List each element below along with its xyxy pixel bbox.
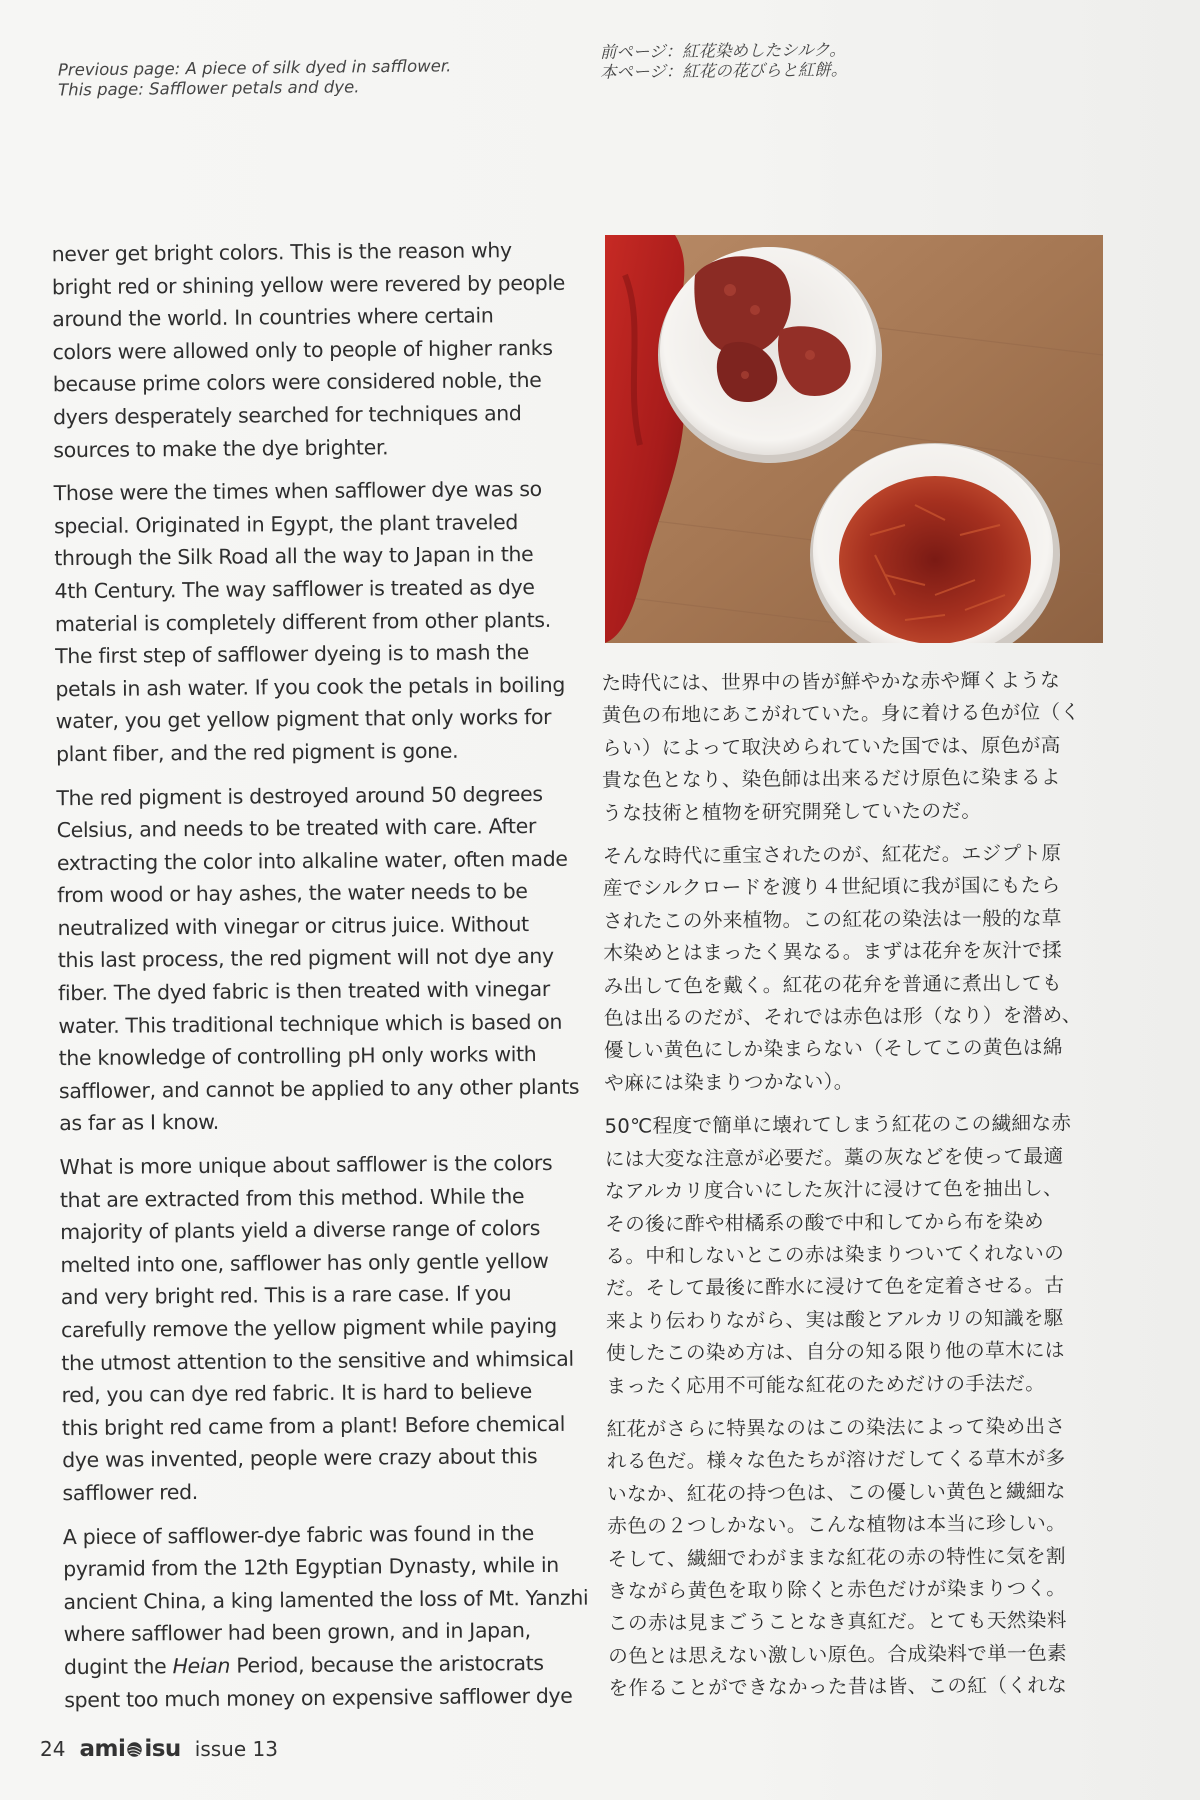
text-line: らい）によって取決められていた国では、原色が高 bbox=[601, 733, 1061, 760]
text-line: where safflower had been grown, and in Japan, bbox=[63, 1618, 531, 1647]
text-line: そして、繊細でわがままな紅花の赤の特性に気を割 bbox=[607, 1544, 1066, 1571]
logo-text-right: isu bbox=[144, 1736, 181, 1762]
text-line: this bright red came from a plant! Before chemical bbox=[61, 1411, 566, 1440]
text-line: The red pigment is destroyed around 50 degrees bbox=[56, 781, 543, 810]
text-line: 色は出るのだが、それでは赤色は形（なり）を潜め、 bbox=[603, 1003, 1082, 1030]
text-line: されたこの外来植物。この紅花の染法は一般的な草 bbox=[603, 906, 1062, 933]
text-line: plant fiber, and the red pigment is gone. bbox=[55, 738, 459, 767]
text-line: dugint the Heian Period, because the aristocrats bbox=[63, 1650, 544, 1680]
page-footer bbox=[40, 1736, 278, 1766]
text-line: the knowledge of controlling pH only works with bbox=[58, 1042, 537, 1071]
paragraph bbox=[53, 473, 566, 771]
text-line: from wood or hay ashes, the water needs to be bbox=[57, 879, 528, 908]
caption-line: This page: Safflower petals and dye. bbox=[58, 77, 360, 100]
safflower-photo bbox=[605, 235, 1103, 643]
text-line: 赤色の２つしかない。こんな植物は本当に珍しい。 bbox=[607, 1511, 1067, 1538]
paragraph bbox=[51, 234, 566, 467]
text-line: pyramid from the 12th Egyptian Dynasty, while in bbox=[63, 1552, 559, 1582]
caption-line: 前ページ：紅花染めしたシルク。 bbox=[599, 40, 846, 62]
page-number: 24 bbox=[40, 1737, 66, 1761]
text-line: だ。そして最後に酢水に浸けて色を定着させる。古 bbox=[605, 1273, 1065, 1301]
text-line: as far as I know. bbox=[59, 1110, 220, 1136]
text-line: 使したこの染め方は、自分の知る限り他の草木には bbox=[606, 1338, 1065, 1365]
text-line: this last process, the red pigment will not dye any bbox=[57, 944, 554, 973]
text-line: 来より伝わりながら、実は酸とアルカリの知識を駆 bbox=[605, 1306, 1064, 1333]
text-line: red, you can dye red fabric. It is hard to believe bbox=[61, 1379, 533, 1408]
text-line: いなか、紅花の持つ色は、この優しい黄色と繊細な bbox=[607, 1479, 1066, 1506]
text-line: 50℃程度で簡単に壊れてしまう紅花のこの繊細な赤 bbox=[604, 1111, 1072, 1139]
text-line: には大変な注意が必要だ。藁の灰などを使って最適 bbox=[604, 1144, 1064, 1171]
text-line: 貴な色となり、染色師は出来るだけ原色に染まるよ bbox=[602, 765, 1061, 793]
text-line: の色とは思えない激しい原色。合成染料で単一色素 bbox=[608, 1641, 1068, 1668]
text-line: きながら黄色を取り除くと赤色だけが染まりつく。 bbox=[607, 1576, 1067, 1603]
text-line: special. Originated in Egypt, the plant traveled bbox=[53, 509, 519, 538]
issue-label: issue 13 bbox=[194, 1737, 278, 1761]
text-line: 紅花がさらに特異なのはこの染法によって染め出さ bbox=[606, 1414, 1066, 1441]
text-line: bright red or shining yellow were revered by people bbox=[51, 270, 566, 299]
text-line: れる色だ。様々な色たちが溶けだしてくる草木が多 bbox=[606, 1446, 1066, 1474]
photo-caption-japanese bbox=[600, 37, 1120, 82]
text-line: 黄色の布地にあこがれていた。身に着ける色が位（く bbox=[601, 700, 1081, 728]
text-line: melted into one, safflower has only gentle yellow bbox=[60, 1248, 549, 1277]
text-line: because prime colors were considered noble, the bbox=[52, 368, 542, 397]
english-text-column bbox=[51, 234, 589, 1727]
text-line: What is more unique about safflower is the colors bbox=[59, 1150, 553, 1180]
text-line: まったく応用不可能な紅花のためだけの手法だ。 bbox=[606, 1371, 1046, 1398]
text-line: dyers desperately searched for techniques and bbox=[52, 401, 522, 430]
magazine-logo bbox=[79, 1736, 180, 1762]
text-line: Celsius, and needs to be treated with care. After bbox=[56, 814, 537, 843]
text-line: material is completely different from other plants. bbox=[54, 607, 551, 636]
text-line: Those were the times when safflower dye was so bbox=[53, 477, 542, 506]
italic-term: Heian bbox=[172, 1653, 231, 1679]
text-line: the utmost attention to the sensitive and whimsical bbox=[61, 1346, 574, 1375]
paragraph bbox=[607, 1410, 1119, 1705]
japanese-text-column bbox=[601, 664, 1118, 1716]
yarn-ball-icon bbox=[126, 1741, 143, 1758]
text-line: うな技術と植物を研究開発していたのだ。 bbox=[602, 798, 982, 825]
text-line: fiber. The dyed fabric is then treated with vinegar bbox=[57, 976, 550, 1006]
text-line: dye was invented, people were crazy about this bbox=[62, 1444, 538, 1473]
text-line: 優しい黄色にしか染まらない（そしてこの黄色は綿 bbox=[603, 1036, 1063, 1063]
paragraph bbox=[601, 664, 1112, 830]
text-line: この赤は見まごうことなき真紅だ。とても天然染料 bbox=[607, 1608, 1067, 1636]
text-line: safflower, and cannot be applied to any other plants bbox=[58, 1074, 580, 1104]
text-line: た時代には、世界中の皆が鮮やかな赤や輝くような bbox=[601, 668, 1061, 695]
text-line: through the Silk Road all the way to Japan in the bbox=[54, 542, 534, 571]
text-line: safflower red. bbox=[62, 1479, 199, 1506]
text-line: なアルカリ度合いにした灰汁に浸けて色を抽出し、 bbox=[604, 1176, 1063, 1203]
text-line: and very bright red. This is a rare case. If you bbox=[60, 1281, 512, 1310]
logo-text-left: ami bbox=[79, 1736, 126, 1762]
text-line: る。中和しないとこの赤は染まりついてくれないの bbox=[605, 1241, 1065, 1268]
caption-line: 本ページ：紅花の花びらと紅餅。 bbox=[600, 60, 848, 82]
text-line: that are extracted from this method. While the bbox=[59, 1183, 525, 1212]
text-line: extracting the color into alkaline water, often made bbox=[56, 846, 568, 875]
text-line: neutralized with vinegar or citrus juice. Without bbox=[57, 911, 529, 941]
paragraph bbox=[59, 1147, 574, 1510]
safflower-bowls-image bbox=[605, 235, 1103, 643]
paragraph bbox=[62, 1516, 589, 1716]
text-line: around the world. In countries where certain bbox=[52, 303, 494, 332]
text-line: The first step of safflower dyeing is to mash the bbox=[55, 640, 530, 669]
paragraph bbox=[604, 1108, 1116, 1403]
text-line: never get bright colors. This is the reason why bbox=[51, 238, 512, 267]
text-line: や麻には染まりつかない）。 bbox=[604, 1069, 854, 1095]
text-line: sources to make the dye brighter. bbox=[53, 434, 389, 462]
text-line: ancient China, a king lamented the loss of Mt. Yanzhi bbox=[63, 1585, 589, 1614]
text-line: を作ることができなかった昔は皆、この紅（くれな bbox=[608, 1673, 1068, 1700]
paragraph bbox=[56, 777, 580, 1140]
text-line: そんな時代に重宝されたのが、紅花だ。エジプト原 bbox=[602, 841, 1062, 868]
text-line: water. This traditional technique which is based on bbox=[58, 1009, 563, 1038]
paragraph bbox=[603, 837, 1115, 1100]
text-line: み出して色を戴く。紅花の花弁を普通に煮出しても bbox=[603, 971, 1062, 998]
text-line: 木染めとはまったく異なる。まずは花弁を灰汁で揉 bbox=[603, 938, 1063, 966]
text-line: petals in ash water. If you cook the petals in boiling bbox=[55, 672, 566, 701]
text-line: majority of plants yield a diverse range of colors bbox=[60, 1216, 541, 1245]
text-line: A piece of safflower-dye fabric was found in the bbox=[62, 1520, 535, 1549]
text-line: 4th Century. The way safflower is treated as dye bbox=[54, 574, 535, 604]
text-line: water, you get yellow pigment that only works for bbox=[55, 705, 552, 734]
text-line: colors were allowed only to people of higher ranks bbox=[52, 335, 553, 364]
photo-caption-english bbox=[58, 56, 528, 101]
text-line: carefully remove the yellow pigment while paying bbox=[60, 1313, 558, 1343]
text-line: spent too much money on expensive safflower dye bbox=[64, 1683, 573, 1712]
text-line: 産でシルクロードを渡り４世紀頃に我が国にもたら bbox=[602, 874, 1061, 901]
caption-line: Previous page: A piece of silk dyed in safflower. bbox=[57, 56, 452, 80]
text-line: その後に酢や柑橘系の酸で中和してから布を染め bbox=[605, 1209, 1045, 1236]
